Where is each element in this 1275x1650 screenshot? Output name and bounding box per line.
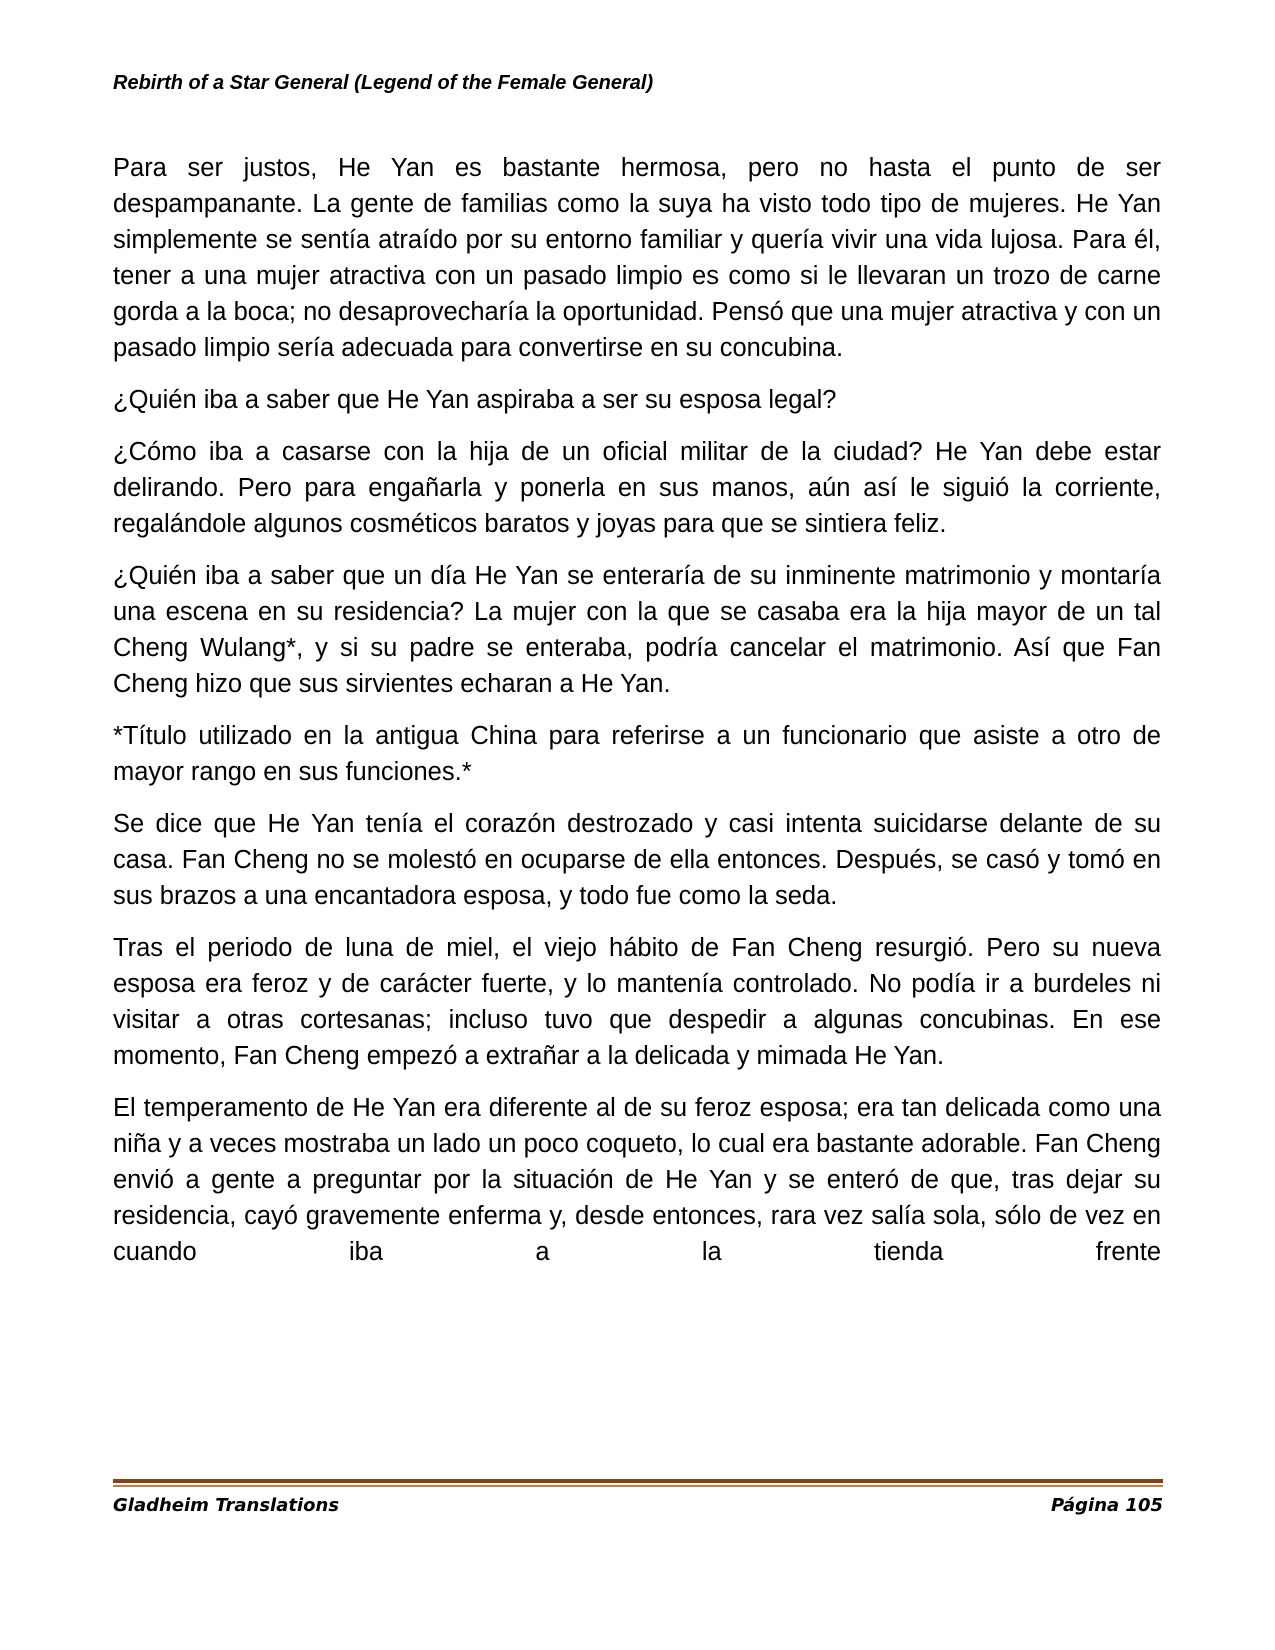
paragraph-1: Para ser justos, He Yan es bastante hermosa, pero no hasta el punto de ser despampanante. La gente de familias como la suya ha visto todo tipo de mujeres. He Yan simplemente se sentía atraído por su entorno familiar y quería vivir una vida lujosa. Para él, tener a una mujer atractiva con un pasado limpio es como si le llevaran un trozo de carne gorda a la boca; no desaprovecharía la oportunidad. Pensó que una mujer atractiva y con un pasado limpio sería adecuada para convertirse en su concubina. — [113, 154, 1161, 362]
footer-divider — [113, 1479, 1163, 1487]
paragraph-4: ¿Quién iba a saber que un día He Yan se enteraría de su inminente matrimonio y montaría una escena en su residencia? La mujer con la que se casaba era la hija mayor de un tal Cheng Wulang*, y si su padre se enteraba, podría cancelar el matrimonio. Así que Fan Cheng hizo que sus sirvientes echaran a He Yan. — [113, 562, 1161, 698]
paragraph-3: ¿Cómo iba a casarse con la hija de un oficial militar de la ciudad? He Yan debe estar delirando. Pero para engañarla y ponerla en sus manos, aún así le siguió la corriente, regalándole algunos cosméticos baratos y joyas para que se sintiera feliz. — [113, 438, 1161, 538]
running-header-title: Rebirth of a Star General (Legend of the Female General) — [113, 72, 654, 94]
paragraph-6: Se dice que He Yan tenía el corazón destrozado y casi intenta suicidarse delante de su casa. Fan Cheng no se molestó en ocuparse de ella entonces. Después, se casó y tomó en sus brazos a una encantadora esposa, y todo fue como la seda. — [113, 810, 1161, 910]
footer-page-number: Página 105 — [1050, 1495, 1163, 1516]
footer-divider-thin — [113, 1485, 1163, 1487]
paragraph-2: ¿Quién iba a saber que He Yan aspiraba a ser su esposa legal? — [113, 386, 837, 414]
paragraph-5-footnote: *Título utilizado en la antigua China para referirse a un funcionario que asiste a otro de mayor rango en sus funciones.* — [113, 722, 1161, 786]
paragraph-8: El temperamento de He Yan era diferente al de su feroz esposa; era tan delicada como una niña y a veces mostraba un lado un poco coqueto, lo cual era bastante adorable. Fan Cheng envió a gente a preguntar por la situación de He Yan y se enteró de que, tras dejar su residencia, cayó gravemente enferma y, desde entonces, rara vez salía sola, sólo de vez en cuando iba a la tienda frente — [113, 1094, 1161, 1266]
footer-publisher: Gladheim Translations — [113, 1495, 340, 1516]
body-text — [113, 150, 1161, 1286]
footer-divider-thick — [113, 1479, 1163, 1483]
paragraph-7: Tras el periodo de luna de miel, el viejo hábito de Fan Cheng resurgió. Pero su nueva esposa era feroz y de carácter fuerte, y lo mantenía controlado. No podía ir a burdeles ni visitar a otras cortesanas; incluso tuvo que despedir a algunas concubinas. En ese momento, Fan Cheng empezó a extrañar a la delicada y mimada He Yan. — [113, 934, 1161, 1070]
